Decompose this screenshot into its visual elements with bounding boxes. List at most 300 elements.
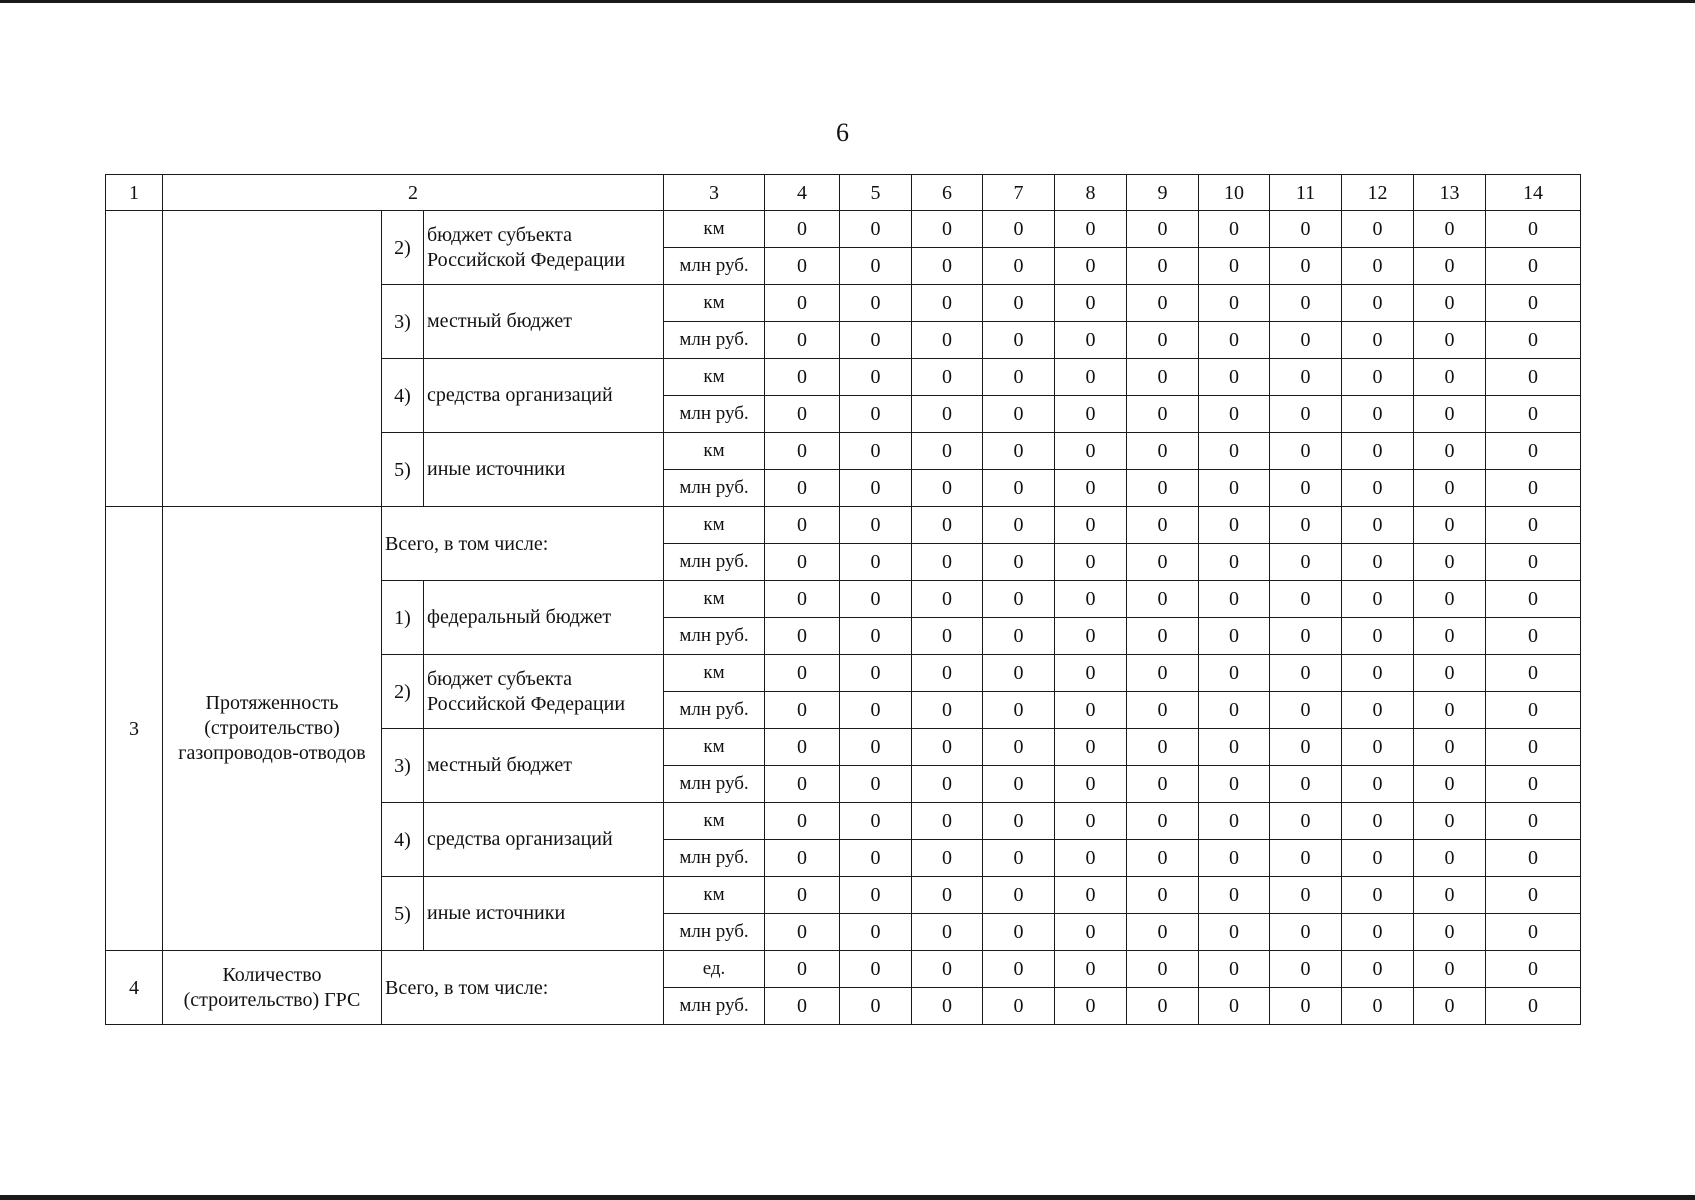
value-cell: 0 — [840, 951, 912, 988]
source-name: иные источники — [424, 877, 664, 951]
value-cell: 0 — [1342, 692, 1414, 729]
unit-cell: млн руб. — [664, 396, 765, 433]
source-name: средства организаций — [424, 359, 664, 433]
value-cell: 0 — [912, 692, 983, 729]
col-header: 12 — [1342, 175, 1414, 211]
value-cell: 0 — [1270, 396, 1342, 433]
value-cell: 0 — [1414, 803, 1486, 840]
value-cell: 0 — [912, 803, 983, 840]
value-cell: 0 — [1127, 507, 1199, 544]
value-cell: 0 — [912, 470, 983, 507]
value-cell: 0 — [1270, 803, 1342, 840]
value-cell: 0 — [912, 766, 983, 803]
value-cell: 0 — [1486, 766, 1581, 803]
value-cell: 0 — [1199, 951, 1270, 988]
value-cell: 0 — [1342, 433, 1414, 470]
value-cell: 0 — [983, 507, 1055, 544]
value-cell: 0 — [1414, 655, 1486, 692]
unit-cell: млн руб. — [664, 470, 765, 507]
unit-cell: км — [664, 877, 765, 914]
value-cell: 0 — [1127, 581, 1199, 618]
value-cell: 0 — [983, 618, 1055, 655]
value-cell: 0 — [1486, 803, 1581, 840]
value-cell: 0 — [1199, 692, 1270, 729]
unit-cell: млн руб. — [664, 840, 765, 877]
col-header: 9 — [1127, 175, 1199, 211]
indicator-name-empty — [163, 211, 382, 507]
value-cell: 0 — [1127, 248, 1199, 285]
value-cell: 0 — [912, 396, 983, 433]
value-cell: 0 — [840, 322, 912, 359]
value-cell: 0 — [1199, 877, 1270, 914]
value-cell: 0 — [1342, 285, 1414, 322]
unit-cell: млн руб. — [664, 248, 765, 285]
value-cell: 0 — [1199, 618, 1270, 655]
value-cell: 0 — [1414, 470, 1486, 507]
value-cell: 0 — [765, 507, 840, 544]
value-cell: 0 — [1270, 988, 1342, 1025]
source-name: федеральный бюджет — [424, 581, 664, 655]
value-cell: 0 — [1127, 729, 1199, 766]
col-header: 7 — [983, 175, 1055, 211]
col-header: 3 — [664, 175, 765, 211]
value-cell: 0 — [1486, 470, 1581, 507]
value-cell: 0 — [1414, 581, 1486, 618]
value-cell: 0 — [840, 692, 912, 729]
value-cell: 0 — [765, 951, 840, 988]
value-cell: 0 — [1486, 322, 1581, 359]
value-cell: 0 — [1199, 729, 1270, 766]
value-cell: 0 — [1055, 803, 1127, 840]
value-cell: 0 — [1486, 544, 1581, 581]
table-row — [106, 507, 1581, 544]
value-cell: 0 — [1055, 470, 1127, 507]
value-cell: 0 — [912, 729, 983, 766]
unit-cell: км — [664, 507, 765, 544]
value-cell: 0 — [1270, 914, 1342, 951]
value-cell: 0 — [1055, 914, 1127, 951]
value-cell: 0 — [840, 544, 912, 581]
indicator-name: Количество (строительство) ГРС — [163, 951, 382, 1025]
value-cell: 0 — [912, 951, 983, 988]
value-cell: 0 — [840, 655, 912, 692]
source-number: 4) — [382, 803, 424, 877]
value-cell: 0 — [912, 581, 983, 618]
value-cell: 0 — [912, 618, 983, 655]
value-cell: 0 — [1414, 914, 1486, 951]
source-number: 4) — [382, 359, 424, 433]
unit-cell: км — [664, 581, 765, 618]
value-cell: 0 — [1270, 877, 1342, 914]
value-cell: 0 — [1414, 951, 1486, 988]
value-cell: 0 — [1270, 544, 1342, 581]
value-cell: 0 — [840, 840, 912, 877]
value-cell: 0 — [840, 285, 912, 322]
value-cell: 0 — [1342, 359, 1414, 396]
value-cell: 0 — [1127, 396, 1199, 433]
value-cell: 0 — [1127, 914, 1199, 951]
source-number: 5) — [382, 433, 424, 507]
value-cell: 0 — [983, 470, 1055, 507]
value-cell: 0 — [1414, 211, 1486, 248]
value-cell: 0 — [1342, 655, 1414, 692]
value-cell: 0 — [1342, 951, 1414, 988]
value-cell: 0 — [1199, 544, 1270, 581]
value-cell: 0 — [1342, 396, 1414, 433]
value-cell: 0 — [840, 766, 912, 803]
value-cell: 0 — [983, 951, 1055, 988]
value-cell: 0 — [1055, 729, 1127, 766]
value-cell: 0 — [983, 729, 1055, 766]
value-cell: 0 — [840, 914, 912, 951]
value-cell: 0 — [1414, 544, 1486, 581]
value-cell: 0 — [1270, 618, 1342, 655]
value-cell: 0 — [765, 359, 840, 396]
value-cell: 0 — [1342, 766, 1414, 803]
value-cell: 0 — [765, 396, 840, 433]
value-cell: 0 — [1199, 248, 1270, 285]
value-cell: 0 — [765, 433, 840, 470]
value-cell: 0 — [840, 618, 912, 655]
source-name: бюджет субъекта Российской Федерации — [424, 655, 664, 729]
value-cell: 0 — [983, 285, 1055, 322]
unit-cell: км — [664, 359, 765, 396]
value-cell: 0 — [1270, 766, 1342, 803]
value-cell: 0 — [983, 766, 1055, 803]
value-cell: 0 — [1055, 618, 1127, 655]
value-cell: 0 — [1486, 618, 1581, 655]
value-cell: 0 — [1127, 470, 1199, 507]
page-number: 6 — [836, 118, 849, 147]
source-name: средства организаций — [424, 803, 664, 877]
value-cell: 0 — [1486, 951, 1581, 988]
unit-cell: млн руб. — [664, 692, 765, 729]
total-label: Всего, в том числе: — [382, 951, 664, 1025]
value-cell: 0 — [1270, 840, 1342, 877]
value-cell: 0 — [1127, 840, 1199, 877]
col-header: 4 — [765, 175, 840, 211]
value-cell: 0 — [983, 988, 1055, 1025]
value-cell: 0 — [1055, 396, 1127, 433]
source-name: бюджет субъекта Российской Федерации — [424, 211, 664, 285]
value-cell: 0 — [1055, 507, 1127, 544]
value-cell: 0 — [1055, 322, 1127, 359]
value-cell: 0 — [983, 433, 1055, 470]
value-cell: 0 — [1414, 692, 1486, 729]
value-cell: 0 — [840, 877, 912, 914]
value-cell: 0 — [1127, 211, 1199, 248]
value-cell: 0 — [1342, 618, 1414, 655]
value-cell: 0 — [1342, 507, 1414, 544]
value-cell: 0 — [912, 211, 983, 248]
top-scan-border — [0, 0, 1695, 3]
source-name: местный бюджет — [424, 285, 664, 359]
value-cell: 0 — [840, 470, 912, 507]
value-cell: 0 — [1342, 988, 1414, 1025]
value-cell: 0 — [983, 396, 1055, 433]
value-cell: 0 — [765, 618, 840, 655]
value-cell: 0 — [1414, 618, 1486, 655]
value-cell: 0 — [1127, 951, 1199, 988]
value-cell: 0 — [1127, 433, 1199, 470]
value-cell: 0 — [1486, 359, 1581, 396]
source-number: 2) — [382, 655, 424, 729]
value-cell: 0 — [765, 581, 840, 618]
value-cell: 0 — [1486, 692, 1581, 729]
value-cell: 0 — [840, 433, 912, 470]
value-cell: 0 — [1127, 618, 1199, 655]
value-cell: 0 — [1270, 692, 1342, 729]
unit-cell: км — [664, 433, 765, 470]
value-cell: 0 — [1486, 914, 1581, 951]
source-number: 3) — [382, 729, 424, 803]
value-cell: 0 — [1270, 951, 1342, 988]
value-cell: 0 — [1127, 285, 1199, 322]
value-cell: 0 — [912, 285, 983, 322]
value-cell: 0 — [1127, 692, 1199, 729]
value-cell: 0 — [983, 581, 1055, 618]
value-cell: 0 — [1486, 285, 1581, 322]
value-cell: 0 — [983, 359, 1055, 396]
unit-cell: млн руб. — [664, 544, 765, 581]
value-cell: 0 — [1199, 840, 1270, 877]
table-row — [106, 951, 1581, 988]
value-cell: 0 — [765, 655, 840, 692]
col-header: 5 — [840, 175, 912, 211]
value-cell: 0 — [1342, 877, 1414, 914]
value-cell: 0 — [1342, 729, 1414, 766]
value-cell: 0 — [1342, 544, 1414, 581]
value-cell: 0 — [1414, 877, 1486, 914]
value-cell: 0 — [912, 433, 983, 470]
value-cell: 0 — [1270, 211, 1342, 248]
value-cell: 0 — [1342, 211, 1414, 248]
col-header: 8 — [1055, 175, 1127, 211]
value-cell: 0 — [1127, 322, 1199, 359]
value-cell: 0 — [1199, 396, 1270, 433]
indicator-name: Протяженность (строительство) газопроводов-отводов — [163, 507, 382, 951]
value-cell: 0 — [983, 877, 1055, 914]
value-cell: 0 — [1199, 581, 1270, 618]
bottom-scan-border — [0, 1195, 1695, 1200]
value-cell: 0 — [1199, 211, 1270, 248]
unit-cell: млн руб. — [664, 766, 765, 803]
unit-cell: ед. — [664, 951, 765, 988]
value-cell: 0 — [1270, 248, 1342, 285]
value-cell: 0 — [912, 507, 983, 544]
value-cell: 0 — [1414, 507, 1486, 544]
value-cell: 0 — [840, 803, 912, 840]
value-cell: 0 — [765, 803, 840, 840]
value-cell: 0 — [765, 914, 840, 951]
value-cell: 0 — [1270, 470, 1342, 507]
value-cell: 0 — [1414, 840, 1486, 877]
col-header: 1 — [106, 175, 163, 211]
unit-cell: км — [664, 285, 765, 322]
value-cell: 0 — [1199, 988, 1270, 1025]
value-cell: 0 — [1342, 470, 1414, 507]
value-cell: 0 — [765, 840, 840, 877]
value-cell: 0 — [1199, 433, 1270, 470]
value-cell: 0 — [1414, 359, 1486, 396]
value-cell: 0 — [1199, 470, 1270, 507]
value-cell: 0 — [765, 729, 840, 766]
value-cell: 0 — [1127, 877, 1199, 914]
value-cell: 0 — [1414, 396, 1486, 433]
value-cell: 0 — [1199, 914, 1270, 951]
value-cell: 0 — [983, 840, 1055, 877]
value-cell: 0 — [1199, 766, 1270, 803]
col-header: 6 — [912, 175, 983, 211]
value-cell: 0 — [1270, 322, 1342, 359]
value-cell: 0 — [1055, 840, 1127, 877]
value-cell: 0 — [912, 544, 983, 581]
value-cell: 0 — [983, 655, 1055, 692]
value-cell: 0 — [1342, 248, 1414, 285]
value-cell: 0 — [912, 840, 983, 877]
value-cell: 0 — [912, 914, 983, 951]
value-cell: 0 — [1199, 359, 1270, 396]
value-cell: 0 — [1414, 988, 1486, 1025]
value-cell: 0 — [912, 322, 983, 359]
value-cell: 0 — [765, 470, 840, 507]
unit-cell: млн руб. — [664, 322, 765, 359]
value-cell: 0 — [765, 877, 840, 914]
indicator-number-empty — [106, 211, 163, 507]
value-cell: 0 — [1342, 840, 1414, 877]
value-cell: 0 — [1055, 359, 1127, 396]
source-name: местный бюджет — [424, 729, 664, 803]
value-cell: 0 — [1055, 692, 1127, 729]
source-number: 5) — [382, 877, 424, 951]
value-cell: 0 — [1055, 988, 1127, 1025]
value-cell: 0 — [1127, 544, 1199, 581]
value-cell: 0 — [983, 803, 1055, 840]
value-cell: 0 — [1127, 655, 1199, 692]
value-cell: 0 — [1055, 655, 1127, 692]
col-header: 11 — [1270, 175, 1342, 211]
value-cell: 0 — [1486, 729, 1581, 766]
value-cell: 0 — [1486, 396, 1581, 433]
value-cell: 0 — [983, 248, 1055, 285]
source-number: 2) — [382, 211, 424, 285]
unit-cell: км — [664, 729, 765, 766]
value-cell: 0 — [765, 544, 840, 581]
unit-cell: млн руб. — [664, 914, 765, 951]
unit-cell: км — [664, 211, 765, 248]
value-cell: 0 — [1127, 766, 1199, 803]
value-cell: 0 — [1270, 359, 1342, 396]
value-cell: 0 — [1055, 433, 1127, 470]
source-number: 3) — [382, 285, 424, 359]
value-cell: 0 — [1270, 655, 1342, 692]
total-label: Всего, в том числе: — [382, 507, 664, 581]
value-cell: 0 — [1486, 211, 1581, 248]
indicator-number: 3 — [106, 507, 163, 951]
value-cell: 0 — [840, 581, 912, 618]
value-cell: 0 — [1270, 285, 1342, 322]
value-cell: 0 — [1486, 988, 1581, 1025]
value-cell: 0 — [840, 248, 912, 285]
value-cell: 0 — [1270, 729, 1342, 766]
value-cell: 0 — [1486, 840, 1581, 877]
col-header: 14 — [1486, 175, 1581, 211]
value-cell: 0 — [1127, 803, 1199, 840]
value-cell: 0 — [1199, 507, 1270, 544]
value-cell: 0 — [1055, 951, 1127, 988]
value-cell: 0 — [1414, 766, 1486, 803]
value-cell: 0 — [1270, 581, 1342, 618]
value-cell: 0 — [1055, 766, 1127, 803]
unit-cell: млн руб. — [664, 988, 765, 1025]
value-cell: 0 — [765, 692, 840, 729]
value-cell: 0 — [1414, 729, 1486, 766]
indicator-number: 4 — [106, 951, 163, 1025]
value-cell: 0 — [1414, 322, 1486, 359]
value-cell: 0 — [1127, 988, 1199, 1025]
value-cell: 0 — [1127, 359, 1199, 396]
value-cell: 0 — [1199, 655, 1270, 692]
value-cell: 0 — [1055, 877, 1127, 914]
value-cell: 0 — [1342, 322, 1414, 359]
value-cell: 0 — [765, 248, 840, 285]
value-cell: 0 — [1270, 507, 1342, 544]
value-cell: 0 — [1486, 655, 1581, 692]
header-row — [106, 175, 1581, 211]
value-cell: 0 — [765, 322, 840, 359]
source-name: иные источники — [424, 433, 664, 507]
value-cell: 0 — [1055, 211, 1127, 248]
value-cell: 0 — [912, 655, 983, 692]
value-cell: 0 — [765, 988, 840, 1025]
value-cell: 0 — [1486, 248, 1581, 285]
value-cell: 0 — [983, 692, 1055, 729]
value-cell: 0 — [1055, 544, 1127, 581]
value-cell: 0 — [983, 914, 1055, 951]
value-cell: 0 — [1342, 914, 1414, 951]
value-cell: 0 — [983, 211, 1055, 248]
value-cell: 0 — [840, 988, 912, 1025]
value-cell: 0 — [1414, 433, 1486, 470]
value-cell: 0 — [765, 211, 840, 248]
value-cell: 0 — [983, 544, 1055, 581]
value-cell: 0 — [840, 211, 912, 248]
budget-table — [105, 174, 1581, 1025]
value-cell: 0 — [1199, 803, 1270, 840]
value-cell: 0 — [1055, 581, 1127, 618]
value-cell: 0 — [912, 988, 983, 1025]
value-cell: 0 — [983, 322, 1055, 359]
value-cell: 0 — [1055, 248, 1127, 285]
value-cell: 0 — [912, 359, 983, 396]
value-cell: 0 — [1414, 285, 1486, 322]
value-cell: 0 — [840, 729, 912, 766]
value-cell: 0 — [1486, 581, 1581, 618]
unit-cell: км — [664, 803, 765, 840]
value-cell: 0 — [1199, 322, 1270, 359]
value-cell: 0 — [912, 248, 983, 285]
source-number: 1) — [382, 581, 424, 655]
value-cell: 0 — [840, 359, 912, 396]
value-cell: 0 — [1270, 433, 1342, 470]
value-cell: 0 — [1414, 248, 1486, 285]
value-cell: 0 — [912, 877, 983, 914]
value-cell: 0 — [765, 766, 840, 803]
value-cell: 0 — [765, 285, 840, 322]
value-cell: 0 — [1055, 285, 1127, 322]
unit-cell: млн руб. — [664, 618, 765, 655]
value-cell: 0 — [1486, 877, 1581, 914]
